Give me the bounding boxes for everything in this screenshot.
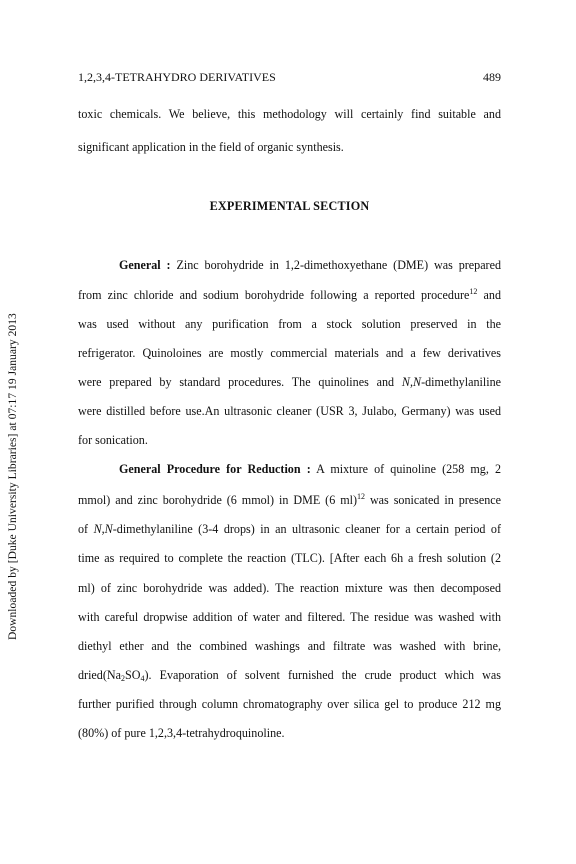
subscript-4: 4	[140, 674, 145, 683]
general-line-5-italic: N,N	[401, 375, 422, 389]
procedure-line-3-text: of	[78, 522, 94, 536]
download-watermark-text: Downloaded by [Duke University Libraries] at 07:17 19 January 2013	[7, 313, 19, 640]
procedure-line-7: diethyl ether and the combined washings and filtrate was washed with brine,	[78, 639, 501, 653]
procedure-line-5: ml) of zinc borohydride was added). The reaction mixture was then decomposed	[78, 581, 501, 595]
intro-line-2: significant application in the field of organic synthesis.	[78, 140, 344, 154]
general-line-6: were distilled before use.An ultrasonic cleaner (USR 3, Julabo, Germany) was used	[78, 404, 501, 418]
procedure-line-2-end: was sonicated in presence	[365, 493, 501, 507]
procedure-line-8-mid: SO	[124, 668, 141, 682]
running-title: 1,2,3,4-TETRAHYDRO DERIVATIVES	[78, 70, 276, 84]
procedure-line-6: with careful dropwise addition of water and filtered. The residue was washed with	[78, 610, 501, 624]
procedure-line-10: (80%) of pure 1,2,3,4-tetrahydroquinoline.	[78, 726, 285, 740]
procedure-line-3-end: -dimethylaniline (3-4 drops) in an ultrasonic cleaner for a certain period of	[112, 522, 501, 536]
procedure-line-8	[78, 668, 501, 683]
general-line-4: refrigerator. Quinoloines are mostly commercial materials and a few derivatives	[78, 346, 501, 360]
general-label: General :	[119, 258, 171, 272]
page-number: 489	[483, 70, 501, 84]
general-line-5-text: were prepared by standard procedures. The quinolines and	[78, 375, 402, 389]
reference-marker: 12	[469, 287, 478, 296]
general-line-5-end: -dimethylaniline	[421, 375, 501, 389]
section-heading: EXPERIMENTAL SECTION	[209, 199, 370, 213]
procedure-line-8-end: ). Evaporation of solvent furnished the crude product which was	[144, 668, 501, 682]
procedure-line-1	[119, 462, 501, 477]
general-line-1	[119, 258, 501, 273]
download-watermark	[7, 313, 27, 660]
procedure-line-3	[78, 522, 501, 537]
reference-marker: 12	[357, 492, 365, 501]
general-line-3: was used without any purification from a stock solution preserved in the	[78, 317, 501, 331]
general-line-1-text: Zinc borohydride in 1,2-dimethoxyethane (DME) was prepared	[170, 258, 501, 272]
general-line-5	[78, 375, 501, 390]
general-line-2-text: from zinc chloride and sodium borohydride following a reported procedure	[78, 288, 470, 302]
procedure-line-3-italic: N,N	[93, 522, 113, 536]
procedure-line-9: further purified through column chromatography over silica gel to produce 212 mg	[78, 697, 501, 711]
general-line-2	[78, 288, 501, 303]
procedure-line-2-text: mmol) and zinc borohydride (6 mmol) in DME (6 ml)	[78, 493, 357, 507]
procedure-line-1-text: A mixture of quinoline (258 mg, 2	[310, 462, 501, 476]
procedure-line-8-text: dried(Na	[78, 668, 121, 682]
general-line-2-end: and	[477, 288, 501, 302]
subscript-2: 2	[120, 674, 125, 683]
procedure-label: General Procedure for Reduction :	[119, 462, 311, 476]
intro-line-1: toxic chemicals. We believe, this methodology will certainly find suitable and	[78, 107, 501, 121]
procedure-line-4: time as required to complete the reaction (TLC). [After each 6h a fresh solution (2	[78, 551, 501, 565]
procedure-line-2	[78, 493, 501, 508]
general-line-7: for sonication.	[78, 433, 148, 447]
